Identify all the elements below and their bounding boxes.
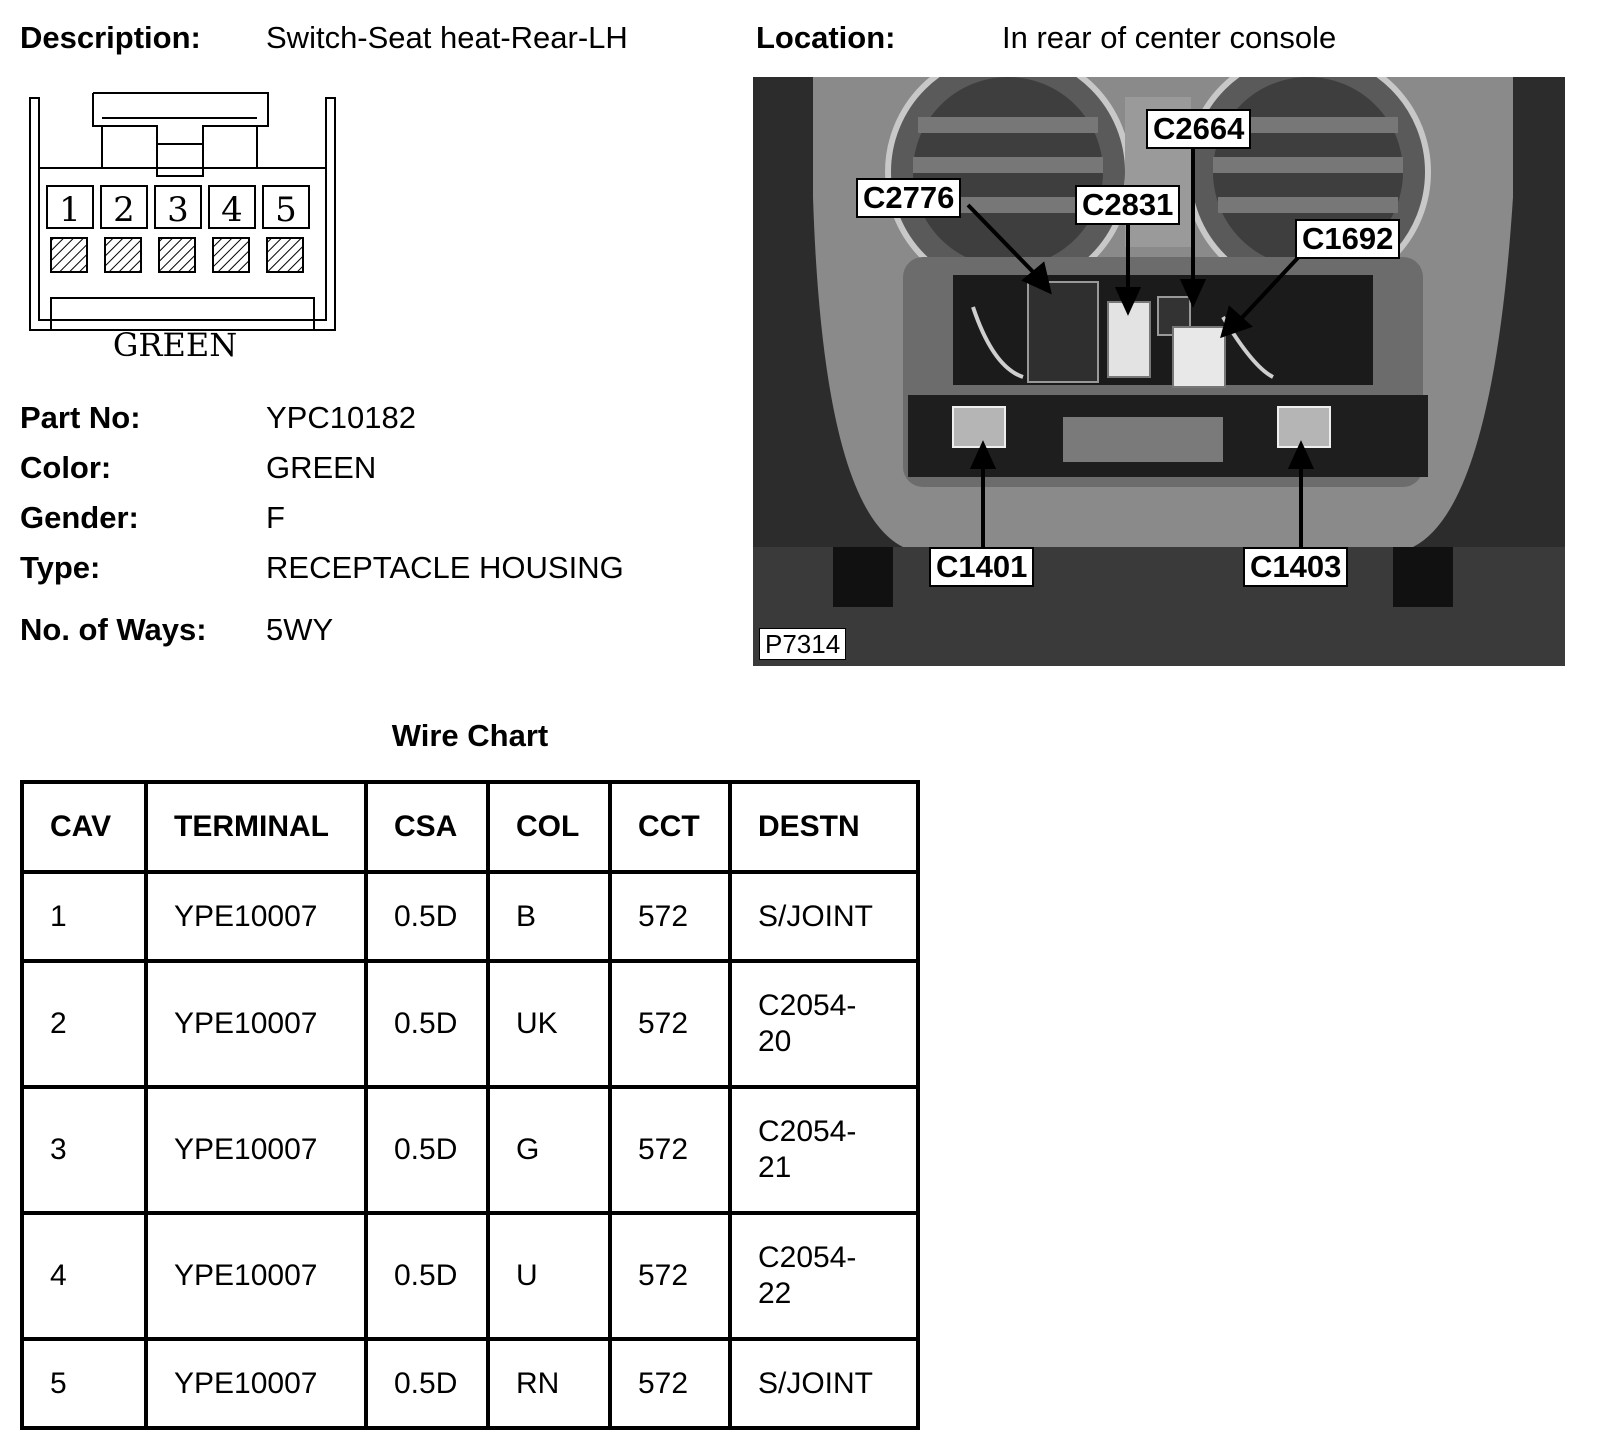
cavity-number: 5 — [275, 190, 297, 230]
terminal-hatch — [51, 238, 87, 272]
cell-col: G — [488, 1087, 610, 1213]
cell-col: UK — [488, 961, 610, 1087]
cell-terminal: YPE10007 — [146, 1213, 366, 1339]
header-destn: DESTN — [730, 782, 918, 872]
cell-terminal: YPE10007 — [146, 1339, 366, 1428]
cell-cav: 3 — [22, 1087, 146, 1213]
gender-label: Gender: — [20, 500, 139, 535]
cavity-number: 2 — [113, 190, 135, 230]
cell-cav: 4 — [22, 1213, 146, 1339]
cell-csa: 0.5D — [366, 872, 488, 961]
header-cav: CAV — [22, 782, 146, 872]
cavity-number: 3 — [167, 190, 189, 230]
cell-cav: 5 — [22, 1339, 146, 1428]
callout-c1403: C1403 — [1243, 547, 1348, 587]
cell-cct: 572 — [610, 1087, 730, 1213]
cavity-number: 4 — [221, 190, 243, 230]
cell-csa: 0.5D — [366, 1213, 488, 1339]
type-label: Type: — [20, 550, 101, 585]
callout-c1692: C1692 — [1295, 219, 1400, 259]
gender-value: F — [266, 500, 285, 535]
cell-destn: C2054- 22 — [730, 1213, 918, 1339]
location-label: Location: — [756, 20, 896, 55]
cell-destn: C2054- 21 — [730, 1087, 918, 1213]
cell-cav: 1 — [22, 872, 146, 961]
wire-chart-table — [20, 780, 920, 1430]
color-value: GREEN — [266, 450, 377, 485]
table-row — [22, 1213, 918, 1339]
table-row — [22, 872, 918, 961]
cell-csa: 0.5D — [366, 1339, 488, 1428]
cell-terminal: YPE10007 — [146, 872, 366, 961]
cell-col: U — [488, 1213, 610, 1339]
terminal-hatch — [105, 238, 141, 272]
location-value: In rear of center console — [1002, 20, 1337, 55]
ways-label: No. of Ways: — [20, 612, 207, 647]
header-terminal: TERMINAL — [146, 782, 366, 872]
terminal-hatch — [213, 238, 249, 272]
cavity-number: 1 — [59, 190, 81, 230]
cell-cct: 572 — [610, 1213, 730, 1339]
cell-destn: S/JOINT — [730, 1339, 918, 1428]
cell-cct: 572 — [610, 1339, 730, 1428]
terminal-hatch — [267, 238, 303, 272]
table-row — [22, 961, 918, 1087]
table-header-row — [22, 782, 918, 872]
header-csa: CSA — [366, 782, 488, 872]
type-value: RECEPTACLE HOUSING — [266, 550, 624, 585]
cell-cct: 572 — [610, 872, 730, 961]
part-no-label: Part No: — [20, 400, 141, 435]
cell-col: B — [488, 872, 610, 961]
cell-destn: S/JOINT — [730, 872, 918, 961]
cell-cav: 2 — [22, 961, 146, 1087]
location-photo — [753, 77, 1565, 666]
table-row — [22, 1339, 918, 1428]
connector-face-diagram — [25, 88, 345, 378]
callout-c2776: C2776 — [856, 178, 961, 218]
description-value: Switch-Seat heat-Rear-LH — [266, 20, 628, 55]
description-label: Description: — [20, 20, 201, 55]
cell-terminal: YPE10007 — [146, 1087, 366, 1213]
cell-terminal: YPE10007 — [146, 961, 366, 1087]
photo-reference: P7314 — [759, 628, 846, 660]
cell-csa: 0.5D — [366, 1087, 488, 1213]
ways-value: 5WY — [266, 612, 334, 647]
part-no-value: YPC10182 — [266, 400, 416, 435]
cell-cct: 572 — [610, 961, 730, 1087]
header-col: COL — [488, 782, 610, 872]
connector-color-text: GREEN — [112, 326, 238, 364]
cell-csa: 0.5D — [366, 961, 488, 1087]
cell-destn: C2054- 20 — [730, 961, 918, 1087]
color-label: Color: — [20, 450, 112, 485]
cell-col: RN — [488, 1339, 610, 1428]
header-cct: CCT — [610, 782, 730, 872]
callout-c1401: C1401 — [929, 547, 1034, 587]
callout-c2831: C2831 — [1075, 185, 1180, 225]
terminal-hatch — [159, 238, 195, 272]
wire-chart-title: Wire Chart — [391, 718, 549, 753]
callout-c2664: C2664 — [1146, 109, 1251, 149]
table-row — [22, 1087, 918, 1213]
